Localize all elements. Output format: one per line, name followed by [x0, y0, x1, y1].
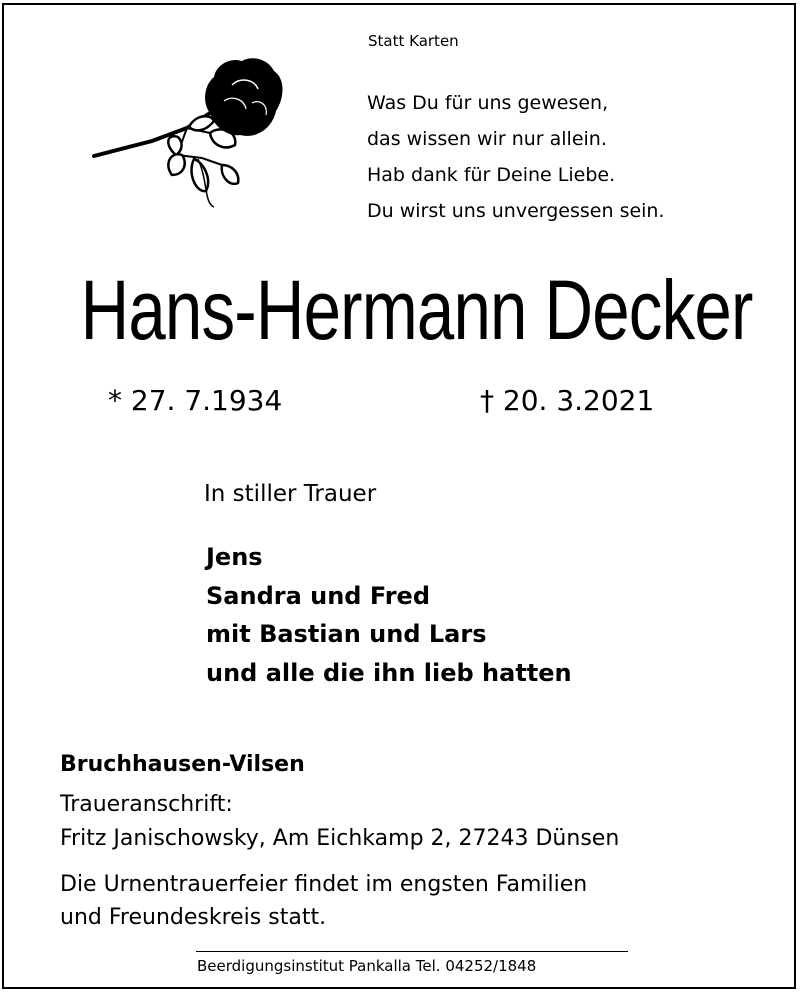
address-label: Traueranschrift:	[60, 792, 233, 817]
poem-line: Du wirst uns unvergessen sein.	[367, 200, 665, 222]
statt-karten-label: Statt Karten	[368, 32, 459, 50]
mourning-address	[60, 788, 619, 856]
address-text: Fritz Janischowsky, Am Eichkamp 2, 27243 Dünsen	[60, 826, 620, 851]
mourner-line: Sandra und Fred	[206, 581, 430, 610]
poem-line: das wissen wir nur allein.	[367, 128, 607, 150]
ceremony-line: und Freundeskreis statt.	[60, 905, 327, 930]
funeral-home-info: Beerdigungsinstitut Pankalla Tel. 04252/1848	[197, 957, 537, 975]
footer-divider	[196, 951, 628, 952]
mourner-line: und alle die ihn lieb hatten	[206, 658, 572, 687]
black-rose-icon	[92, 55, 287, 210]
mourner-line: mit Bastian und Lars	[206, 620, 487, 648]
mourners-list	[206, 538, 572, 692]
death-date: † 20. 3.2021	[480, 384, 655, 417]
mourning-intro: In stiller Trauer	[204, 481, 377, 507]
poem-line: Was Du für uns gewesen,	[367, 92, 609, 114]
poem	[367, 85, 665, 229]
ceremony-line: Die Urnentrauerfeier findet im engsten Familien	[60, 872, 588, 897]
deceased-name: Hans-Hermann Decker	[80, 263, 753, 357]
birth-date: * 27. 7.1934	[108, 384, 283, 417]
ceremony-note	[60, 868, 587, 934]
poem-line: Hab dank für Deine Liebe.	[367, 164, 616, 186]
city-name: Bruchhausen-Vilsen	[60, 752, 305, 777]
mourner-line: Jens	[206, 543, 263, 571]
